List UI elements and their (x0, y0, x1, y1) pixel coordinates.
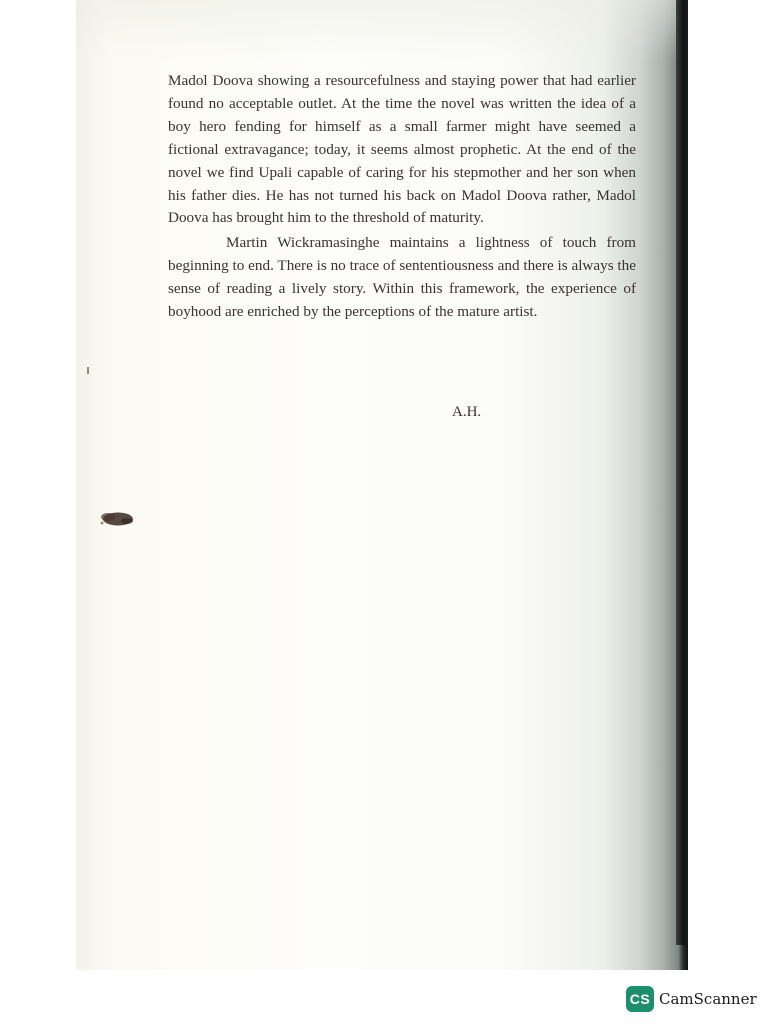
author-initials: A.H. (452, 404, 482, 420)
page-body-text (168, 70, 636, 324)
camscanner-watermark (626, 986, 757, 1012)
book-spine-edge (676, 0, 688, 945)
paragraph-2: Martin Wickramasinghe maintains a lightness of touch from beginning to end. There is no trace of sententiousness and there is always the sense of reading a lively story. Within this framework, the experience of boyhood are enriched by the perceptions of the mature artist. (168, 234, 636, 321)
camscanner-logo-icon: CS (626, 986, 654, 1012)
paragraph-1: Madol Doova showing a resourcefulness and staying power that had earlier found no acceptable outlet. At the time the novel was written the idea of a boy hero fending for himself as a small farmer might have seemed a fictional extravagance; today, it seems almost prophetic. At the end of the novel we find Upali capable of caring for his stepmother and her son when his father dies. He has not turned his back on Madol Doova rather, Madol Doova has brought him to the threshold of maturity. (168, 72, 636, 227)
camscanner-label: CamScanner (659, 990, 757, 1008)
margin-mark (86, 366, 92, 376)
ink-blot (94, 508, 138, 530)
page-top-shadow (76, 0, 688, 60)
